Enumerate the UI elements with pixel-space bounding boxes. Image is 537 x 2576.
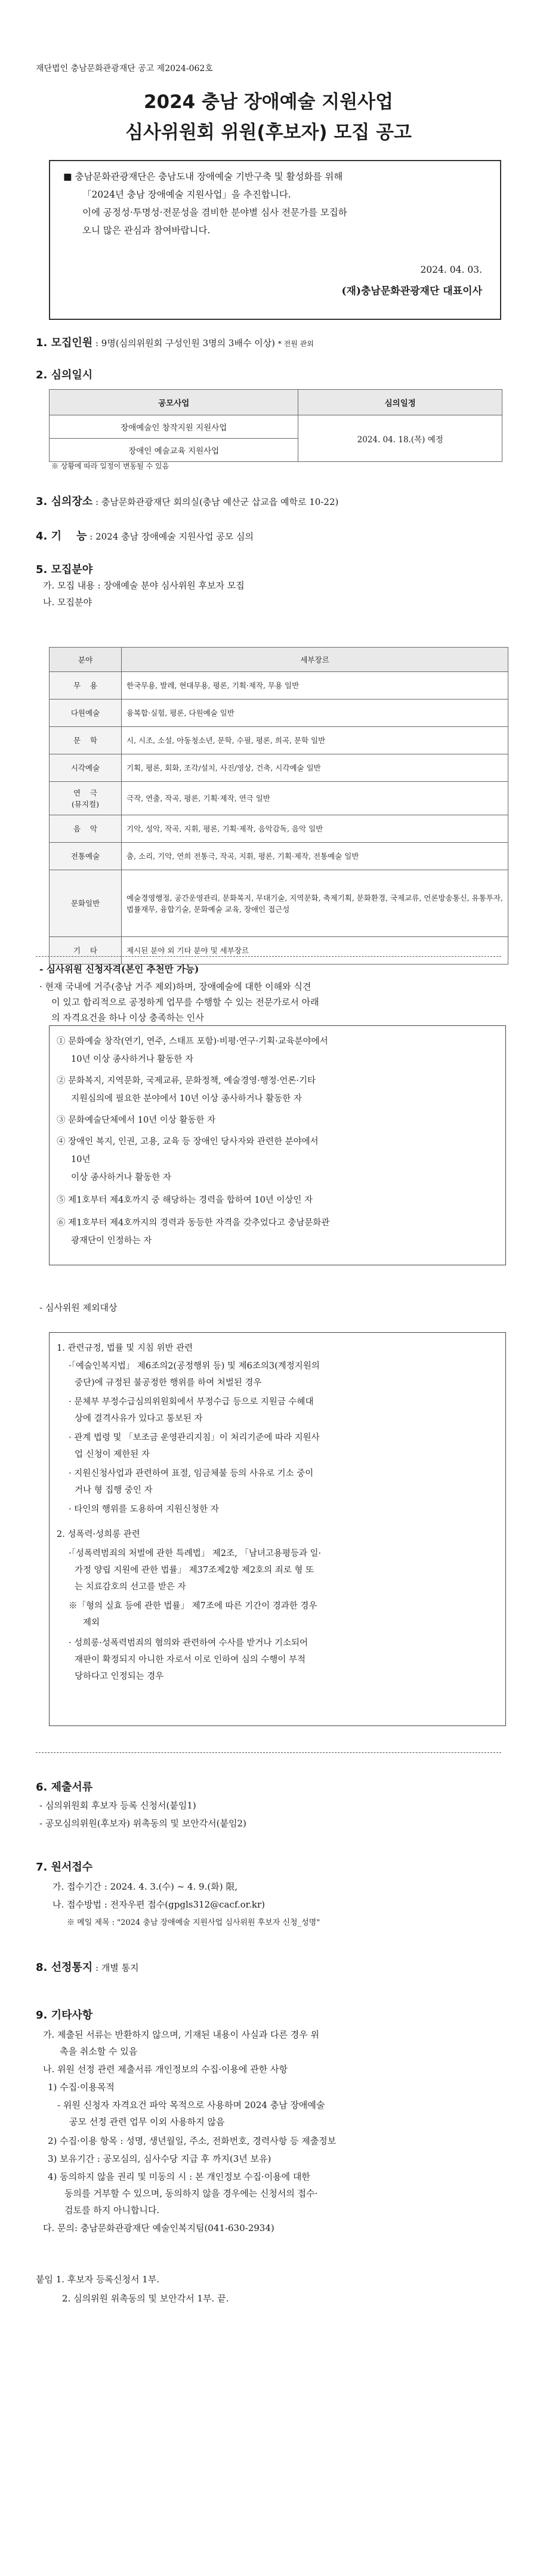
misc-line: 2) 수집·이용 항목 : 성명, 생년월일, 주소, 전화번호, 경력사항 등 제출정보 [48, 2136, 337, 2146]
misc-line: 4) 동의하지 않을 권리 및 미동의 시 : 본 개인정보 수집·이용에 대한 [48, 2171, 310, 2182]
qualification-item: 10년 이상 종사하거나 활동한 자 [71, 1055, 193, 1064]
table-cell: 시, 시조, 소설, 아동청소년, 문학, 수필, 평론, 희곡, 문학 일반 [122, 727, 508, 754]
misc-line: 1) 수집·이용목적 [48, 2082, 115, 2093]
table-cell: 음 악 [50, 815, 122, 843]
misc-line: 가. 제출된 서류는 반환하지 않으며, 기재된 내용이 사실과 다른 경우 위 [43, 2029, 319, 2040]
section-5-ga: 가. 모집 내용 : 장애예술 분야 심사위원 후보자 모집 [43, 580, 245, 591]
section-1-label: 1. 모집인원 [36, 337, 93, 349]
qualification-item: 지원심의에 필요한 분야에서 10년 이상 종사하거나 활동한 자 [71, 1094, 302, 1104]
table-header: 분야 [50, 648, 122, 672]
document-item: - 심의위원회 후보자 등록 신청서(붙임1) [39, 1800, 196, 1811]
table-cell: 기획, 평론, 회화, 조각/설치, 사진/영상, 건축, 시각예술 일반 [122, 754, 508, 782]
section-6-label: 6. 제출서류 [36, 1781, 93, 1794]
misc-line: 3) 보유기간 : 공모심의, 심사수당 지급 후 까지(3년 보유) [48, 2153, 271, 2164]
mail-subject-note: ※ 메일 제목 : "2024 충남 장애예술 지원사업 심사위원 후보자 신청_성명" [67, 1918, 320, 1927]
table-header: 심의일정 [298, 390, 502, 415]
qualification-item: 광재단이 인정하는 자 [71, 1236, 152, 1246]
exclusion-item: 거나 형 집행 중인 자 [75, 1486, 153, 1495]
qualification-item: 10년 [71, 1155, 91, 1164]
exclusion-item: 2. 성폭력·성희롱 관련 [57, 1530, 140, 1539]
application-period: 가. 접수기간 : 2024. 4. 3.(수) ~ 4. 9.(화) 限, [53, 1881, 238, 1892]
exclusion-item: 상에 결격사유가 있다고 통보된 자 [75, 1414, 203, 1423]
section-4 [36, 528, 254, 543]
exclusion-item: 당하다고 인정되는 경우 [75, 1672, 164, 1681]
section-1-note: * 전원 관외 [277, 340, 314, 348]
exclusion-item: · 관계 법령 및 「보조금 운영관리지침」이 처리기준에 따라 지원사 [69, 1433, 320, 1443]
qualification-item: ① 문화예술 창작(연기, 연주, 스태프 포함)·비평·연구·기획·교육분야에서 [57, 1037, 328, 1046]
section-9-label: 9. 기타사항 [36, 2009, 93, 2022]
exclusion-item: 재판이 확정되지 아니한 자로서 이로 인하여 심의 수행이 부적 [75, 1655, 306, 1665]
section-8-text: : 개별 통지 [95, 1962, 139, 1973]
exclusion-item: 1. 관련규정, 법률 및 지침 위반 관련 [57, 1344, 193, 1353]
table-cell: 전통예술 [50, 843, 122, 870]
section-2-label: 2. 심의일시 [36, 369, 93, 381]
table-cell: 문화일반 [50, 870, 122, 937]
section-3-text: : 충남문화관광재단 회의실(충남 예산군 삽교읍 예학로 10-22) [95, 497, 339, 507]
misc-line: 다. 문의: 충남문화관광재단 예술인복지팀(041-630-2934) [43, 2223, 274, 2233]
exclusion-item: 가정 양립 지원에 관한 법률」 제37조제2항 제2호의 죄로 형 또 [75, 1566, 314, 1575]
table-cell: 다원예술 [50, 700, 122, 727]
cell-line: 연 극 [73, 788, 98, 797]
schedule-table [49, 389, 502, 462]
attachment-2: 2. 심의위원 위촉동의 및 보안각서 1부. 끝. [62, 2293, 229, 2304]
exclusion-item: ·「성폭력범죄의 처벌에 관한 특례법」 제2조, 「남녀고용평등과 일· [69, 1549, 322, 1558]
attachment-1: 붙임 1. 후보자 등록신청서 1부. [36, 2274, 160, 2285]
misc-line: 촉을 취소할 수 있음 [60, 2046, 138, 2057]
qualification-item: ② 문화복지, 지역문화, 국제교류, 문화정책, 예술경영·행정·언론·기타 [57, 1076, 316, 1086]
exclusion-item: 중단)에 규정된 불공정한 행위를 하여 처벌된 경우 [75, 1378, 262, 1388]
application-method: 나. 접수방법 : 전자우편 접수(gpgls312@cacf.or.kr) [53, 1899, 266, 1910]
exclusion-item: 업 신청이 제한된 자 [75, 1450, 150, 1459]
section-5-label: 5. 모집분야 [36, 563, 93, 576]
section-4-label: 4. 기 능 [36, 530, 87, 543]
section-8-label: 8. 선정통지 [36, 1961, 93, 1974]
table-header: 공모사업 [50, 390, 298, 415]
section-4-text: : 2024 충남 장애예술 지원사업 공모 심의 [90, 531, 254, 542]
schedule-note: ※ 상황에 따라 일정이 변동될 수 있음 [51, 462, 169, 470]
misc-line: 공모 선정 관련 업무 이외 사용하지 않음 [69, 2116, 225, 2127]
section-7-label: 7. 원서접수 [36, 1861, 93, 1874]
notice-number: 재단법인 충남문화관광재단 공고 제2024-062호 [36, 64, 213, 73]
section-5-na: 나. 모집분야 [43, 597, 92, 608]
intro-line: 이에 공정성·투명성·전문성을 겸비한 분야별 심사 전문가를 모집하 [82, 207, 347, 218]
table-cell: 제시된 분야 외 기타 분야 및 세부장르 [122, 937, 508, 965]
table-cell: 기 타 [50, 937, 122, 965]
intro-line: ■ 충남문화관광재단은 충남도내 장애예술 기반구축 및 활성화를 위해 [63, 171, 343, 182]
exclusion-item: 는 치료감호의 선고를 받은 자 [75, 1582, 186, 1592]
qualification-item: ④ 장애인 복지, 인권, 고용, 교육 등 장애인 당사자와 관련한 분야에서 [57, 1137, 319, 1147]
section-1-text: : 9명(심의위원회 구성인원 3명의 3배수 이상) [95, 338, 276, 349]
divider [36, 1752, 501, 1753]
exclusion-item: 제외 [83, 1618, 100, 1628]
section-1 [36, 334, 314, 350]
table-cell: 장애인 예술교육 지원사업 [50, 439, 298, 462]
intro-line: 「2024년 충남 장애예술 지원사업」을 추진합니다. [82, 189, 291, 200]
qualification-item: ③ 문화예술단체에서 10년 이상 활동한 자 [57, 1116, 216, 1125]
qualification-item: 이상 종사하거나 활동한 자 [71, 1173, 171, 1182]
misc-line: - 위원 신청자 자격요건 파악 목적으로 사용하며 2024 충남 장애예술 [57, 2100, 325, 2110]
section-8 [36, 1959, 139, 1974]
exclusion-item: · 지원신청사업과 관련하여 표절, 임금체불 등의 사유로 기소 중이 [69, 1469, 314, 1478]
misc-line: 나. 위원 선정 관련 제출서류 개인정보의 수집·이용에 관한 사항 [43, 2064, 288, 2075]
cell-line: (뮤지컬) [72, 799, 99, 809]
document-item: - 공모심의위원(후보자) 위촉동의 및 보안각서(붙임2) [39, 1818, 246, 1829]
table-cell: 장애예술인 창작지원 지원사업 [50, 415, 298, 439]
table-cell: 무 용 [50, 672, 122, 700]
table-cell: 기악, 성악, 작곡, 지휘, 평론, 기획·제작, 음악감독, 음악 일반 [122, 815, 508, 843]
fields-table [49, 647, 508, 965]
table-cell: 한국무용, 발레, 현대무용, 평론, 기획·제작, 무용 일반 [122, 672, 508, 700]
intro-signature: (재)충남문화관광재단 대표이사 [341, 285, 482, 297]
section-3-label: 3. 심의장소 [36, 495, 93, 508]
exclusion-box [49, 1332, 506, 1726]
exclusion-item: · 성희롱·성폭력범죄의 혐의와 관련하여 수사를 받거나 기소되어 [69, 1638, 308, 1648]
table-cell [50, 782, 122, 815]
table-cell: 문 학 [50, 727, 122, 754]
exclusion-item: · 문체부 부정수급심의위원회에서 부정수급 등으로 지원금 수혜대 [69, 1397, 314, 1407]
qualification-intro: 이 있고 합리적으로 공정하게 업무를 수행할 수 있는 전문가로서 아래 [51, 997, 319, 1007]
exclusion-item: ·「예술인복지법」 제6조의2(공정행위 등) 및 제6조의3(계정지원의 [69, 1361, 320, 1371]
intro-box [49, 160, 501, 320]
table-cell: 춤, 소리, 기악, 연희 전통극, 작곡, 지휘, 평론, 기획·제작, 전통예술 일반 [122, 843, 508, 870]
table-cell: 예술경영행정, 공간운영관리, 문화복지, 무대기술, 지역문화, 축제기획, 문화환경, 국제교류, 언론방송통신, 유통투자, 법률재무, 융합기술, 문화예술 교육, 장애인 접근성 [122, 870, 508, 937]
qualification-item: ⑤ 제1호부터 제4호까지 중 해당하는 경력을 합하여 10년 이상인 자 [57, 1195, 313, 1205]
intro-date: 2024. 04. 03. [420, 264, 482, 275]
qualification-intro: 의 자격요건을 하나 이상 충족하는 인사 [51, 1012, 204, 1023]
qualification-heading: - 심사위원 신청자격(본인 추천만 가능) [39, 963, 199, 975]
divider [36, 956, 501, 957]
page-subtitle: 심사위원회 위원(후보자) 모집 공고 [125, 122, 412, 143]
table-cell: 시각예술 [50, 754, 122, 782]
intro-line: 오니 많은 관심과 참여바랍니다. [82, 225, 211, 236]
qualification-box [49, 1025, 506, 1265]
misc-line: 검토를 하지 아니합니다. [64, 2205, 160, 2216]
exclusion-item: · 타인의 행위를 도용하여 지원신청한 자 [69, 1505, 219, 1514]
page-title: 2024 충남 장애예술 지원사업 [143, 91, 394, 113]
table-cell: 융복합·실험, 평론, 다원예술 일반 [122, 700, 508, 727]
exclusion-item: ※「형의 실효 등에 관한 법률」 제7조에 따른 기간이 경과한 경우 [69, 1601, 317, 1611]
misc-line: 동의를 거부할 수 있으며, 동의하지 않을 경우에는 신청서의 접수· [64, 2188, 318, 2199]
section-3 [36, 493, 338, 509]
table-cell: 극작, 연출, 작곡, 평론, 기획·제작, 연극 일반 [122, 782, 508, 815]
exclusion-heading: - 심사위원 제외대상 [39, 1302, 118, 1313]
table-cell: 2024. 04. 18.(목) 예정 [298, 415, 502, 462]
table-header: 세부장르 [122, 648, 508, 672]
qualification-item: ⑥ 제1호부터 제4호까지의 경력과 동등한 자격을 갖추었다고 충남문화관 [57, 1218, 330, 1228]
qualification-intro: · 현재 국내에 거주(충남 거주 제외)하며, 장애예술에 대한 이해와 식견 [39, 981, 311, 992]
